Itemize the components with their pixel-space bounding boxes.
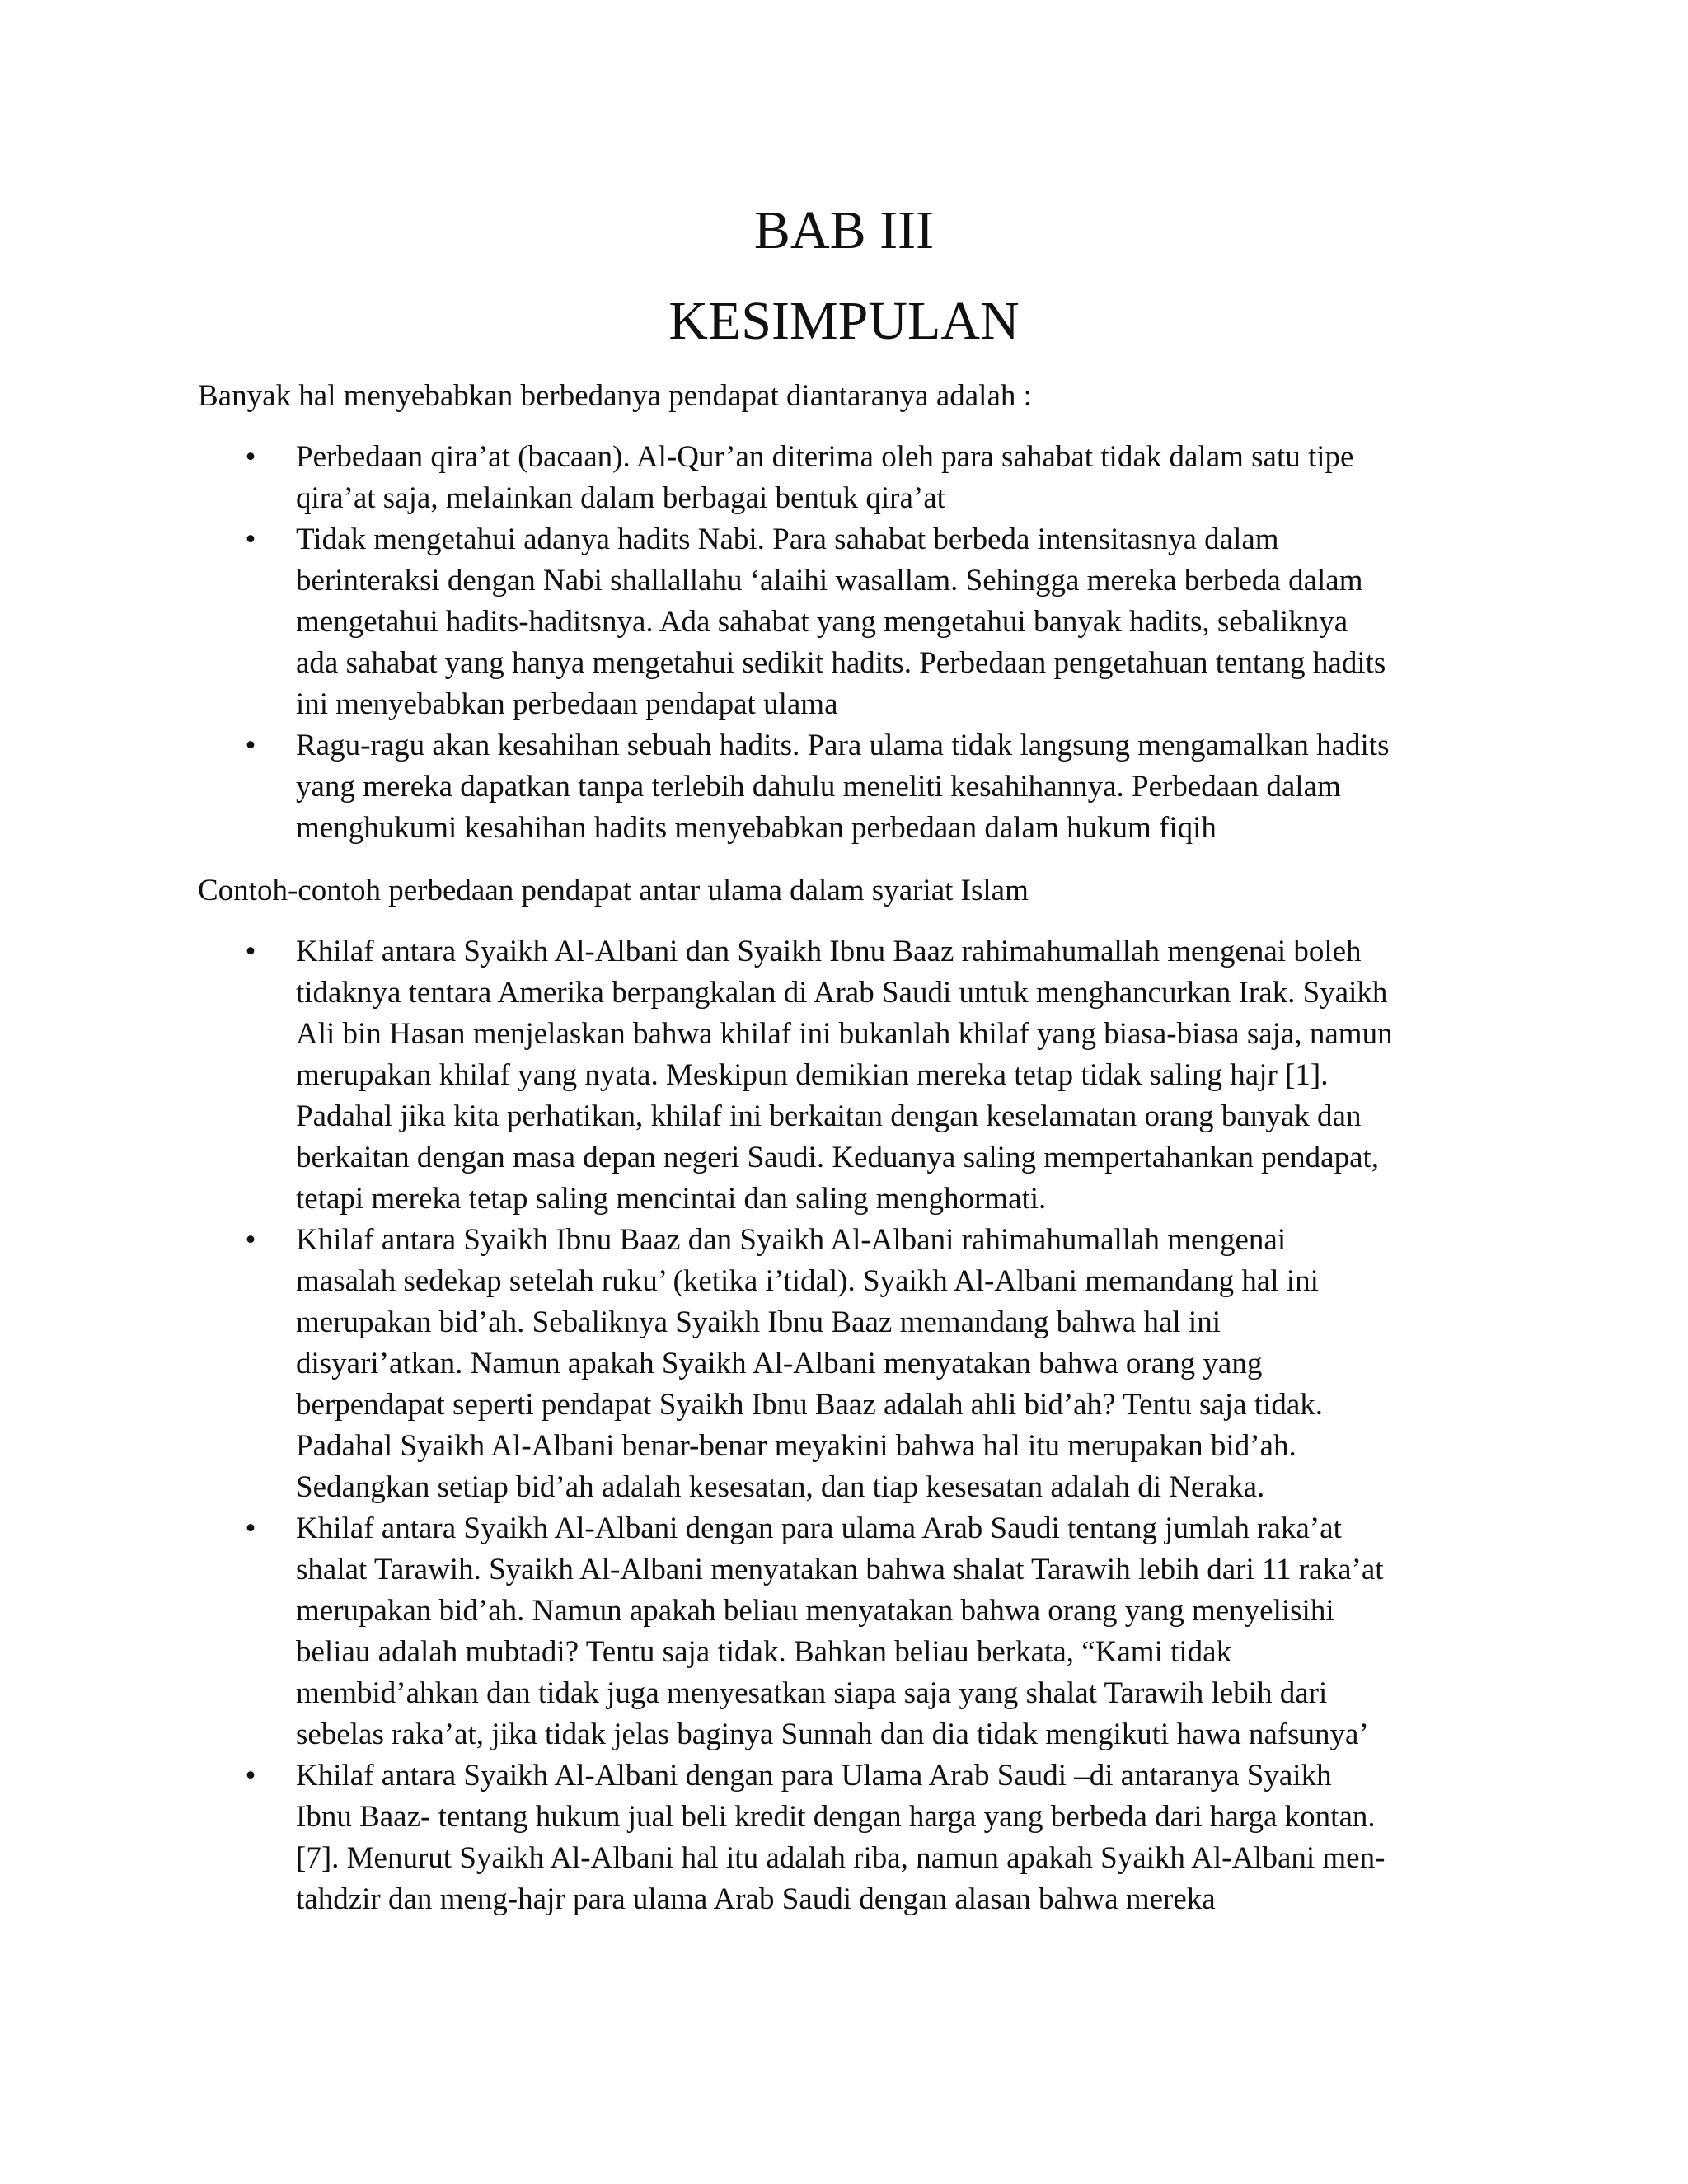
text-line: berinteraksi dengan Nabi shallallahu ‘alaihi wasallam. Sehingga mereka berbeda dalam xyxy=(296,564,1363,598)
list-item xyxy=(0,931,1688,1220)
text-line: sebelas raka’at, jika tidak jelas baginya Sunnah dan dia tidak mengikuti hawa nafsunya’ xyxy=(296,1718,1369,1751)
text-line: mengetahui hadits-haditsnya. Ada sahabat yang mengetahui banyak hadits, sebaliknya xyxy=(296,605,1348,639)
text-line: tidaknya tentara Amerika berpangkalan di Arab Saudi untuk menghancurkan Irak. Syaikh xyxy=(296,976,1388,1010)
text-line: Perbedaan qira’at (bacaan). Al-Qur’an diterima oleh para sahabat tidak dalam satu tipe xyxy=(296,440,1354,474)
text-line: Ragu-ragu akan kesahihan sebuah hadits. Para ulama tidak langsung mengamalkan hadits xyxy=(296,729,1390,762)
text-line: Padahal jika kita perhatikan, khilaf ini berkaitan dengan keselamatan orang banyak dan xyxy=(296,1099,1362,1133)
text-line: Sedangkan setiap bid’ah adalah kesesatan, dan tiap kesesatan adalah di Neraka. xyxy=(296,1470,1265,1504)
examples-list xyxy=(0,931,1688,1920)
bullet-icon: • xyxy=(245,935,256,968)
text-line: merupakan bid’ah. Namun apakah beliau menyatakan bahwa orang yang menyelisihi xyxy=(296,1594,1334,1628)
text-line: yang mereka dapatkan tanpa terlebih dahulu meneliti kesahihannya. Perbedaan dalam xyxy=(296,770,1341,804)
text-line: berkaitan dengan masa depan negeri Saudi. Keduanya saling mempertahankan pendapat, xyxy=(296,1141,1380,1174)
chapter-title: KESIMPULAN xyxy=(668,291,1020,351)
intro-paragraph: Banyak hal menyebabkan berbedanya pendapat diantaranya adalah : xyxy=(198,379,1032,413)
bullet-icon: • xyxy=(245,523,256,556)
examples-intro-paragraph: Contoh-contoh perbedaan pendapat antar ulama dalam syariat Islam xyxy=(198,874,1029,907)
text-line: beliau adalah mubtadi? Tentu saja tidak. Bahkan beliau berkata, “Kami tidak xyxy=(296,1635,1232,1669)
list-item-text xyxy=(296,1755,1499,1920)
bullet-icon: • xyxy=(245,1759,256,1793)
text-line: merupakan bid’ah. Sebaliknya Syaikh Ibnu Baaz memandang bahwa hal ini xyxy=(296,1305,1221,1339)
list-item-text xyxy=(296,437,1499,519)
list-item xyxy=(0,519,1688,725)
text-line: disyari’atkan. Namun apakah Syaikh Al-Albani menyatakan bahwa orang yang xyxy=(296,1347,1263,1380)
text-line: Khilaf antara Syaikh Al-Albani dan Syaikh Ibnu Baaz rahimahumallah mengenai boleh xyxy=(296,935,1362,968)
list-item-text xyxy=(296,725,1499,849)
text-line: Khilaf antara Syaikh Ibnu Baaz dan Syaikh Al-Albani rahimahumallah mengenai xyxy=(296,1223,1287,1257)
list-item-text xyxy=(296,1220,1499,1508)
bullet-icon: • xyxy=(245,1511,256,1545)
text-line: merupakan khilaf yang nyata. Meskipun demikian mereka tetap tidak saling hajr [1]. xyxy=(296,1058,1329,1092)
text-line: tetapi mereka tetap saling mencintai dan saling menghormati. xyxy=(296,1182,1047,1216)
text-line: Ibnu Baaz- tentang hukum jual beli kredit dengan harga yang berbeda dari harga kontan. xyxy=(296,1800,1376,1834)
bullet-icon: • xyxy=(245,1223,256,1257)
list-item xyxy=(0,1220,1688,1508)
text-line: Padahal Syaikh Al-Albani benar-benar meyakini bahwa hal itu merupakan bid’ah. xyxy=(296,1429,1296,1463)
causes-list xyxy=(0,437,1688,849)
text-line: masalah sedekap setelah ruku’ (ketika i’tidal). Syaikh Al-Albani memandang hal ini xyxy=(296,1264,1319,1298)
text-line: berpendapat seperti pendapat Syaikh Ibnu Baaz adalah ahli bid’ah? Tentu saja tidak. xyxy=(296,1388,1324,1422)
text-line: ada sahabat yang hanya mengetahui sedikit hadits. Perbedaan pengetahuan tentang hadits xyxy=(296,646,1386,680)
list-item-text xyxy=(296,519,1499,725)
text-line: menghukumi kesahihan hadits menyebabkan perbedaan dalam hukum fiqih xyxy=(296,811,1217,845)
text-line: qira’at saja, melainkan dalam berbagai bentuk qira’at xyxy=(296,481,945,515)
text-line: Ali bin Hasan menjelaskan bahwa khilaf ini bukanlah khilaf yang biasa-biasa saja, namun xyxy=(296,1017,1393,1051)
list-item xyxy=(0,437,1688,519)
bullet-icon: • xyxy=(245,440,256,474)
text-line: [7]. Menurut Syaikh Al-Albani hal itu adalah riba, namun apakah Syaikh Al-Albani men- xyxy=(296,1841,1386,1875)
text-line: Khilaf antara Syaikh Al-Albani dengan para Ulama Arab Saudi –di antaranya Syaikh xyxy=(296,1759,1332,1793)
list-item xyxy=(0,725,1688,849)
text-line: membid’ahkan dan tidak juga menyesatkan siapa saja yang shalat Tarawih lebih dari xyxy=(296,1676,1328,1710)
chapter-number: BAB III xyxy=(753,200,935,260)
bullet-icon: • xyxy=(245,729,256,762)
text-line: Khilaf antara Syaikh Al-Albani dengan para ulama Arab Saudi tentang jumlah raka’at xyxy=(296,1511,1342,1545)
list-item-text xyxy=(296,931,1499,1220)
list-item xyxy=(0,1755,1688,1920)
text-line: tahdzir dan meng-hajr para ulama Arab Saudi dengan alasan bahwa mereka xyxy=(296,1882,1216,1916)
list-item xyxy=(0,1508,1688,1755)
text-line: shalat Tarawih. Syaikh Al-Albani menyatakan bahwa shalat Tarawih lebih dari 11 raka’at xyxy=(296,1553,1384,1586)
text-line: Tidak mengetahui adanya hadits Nabi. Para sahabat berbeda intensitasnya dalam xyxy=(296,523,1279,556)
text-line: ini menyebabkan perbedaan pendapat ulama xyxy=(296,687,838,721)
list-item-text xyxy=(296,1508,1499,1755)
